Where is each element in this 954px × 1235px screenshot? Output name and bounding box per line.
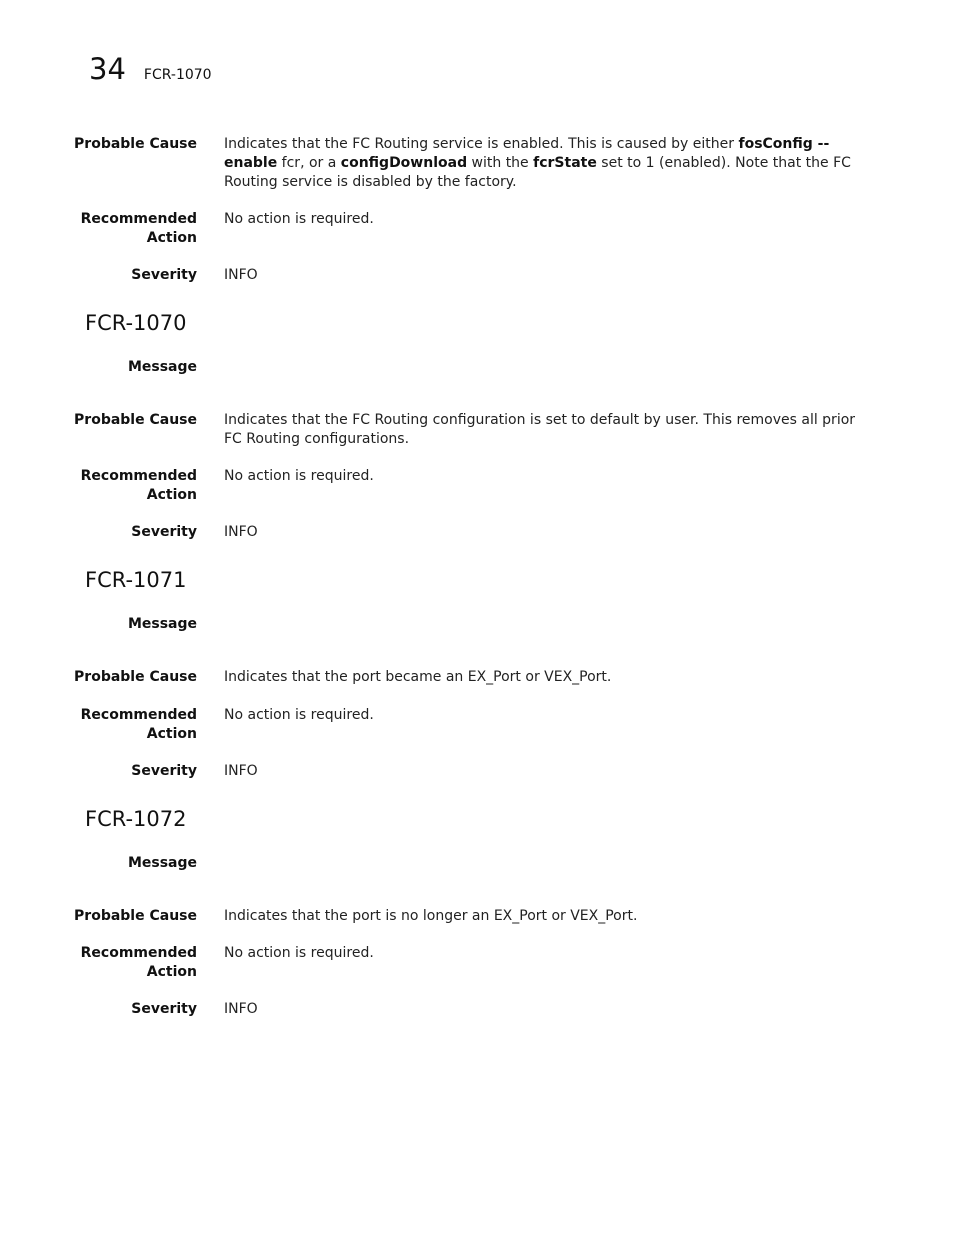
command-keyword: fcrState [533,155,597,171]
recommended-action-text: No action is required. [224,211,374,227]
probable-cause-fragment: set to 1 (enabled). Note that the FC Routing service is disabled by the factory. [224,155,851,190]
severity-label: Severity [131,524,197,540]
recommended-action-text: No action is required. [224,945,374,961]
severity-value: INFO [224,763,258,779]
probable-cause-label: Probable Cause [74,908,197,924]
command-keyword: fosConfig --enable [224,136,830,171]
section-title: FCR-1072 [85,807,187,831]
recommended-action-label: Recommended Action [80,211,197,246]
section-title: FCR-1070 [85,311,187,335]
message-label: Message [127,359,197,375]
probable-cause-label: Probable Cause [74,412,197,428]
probable-cause-label: Probable Cause [74,136,197,152]
recommended-action-label: Recommended Action [80,707,197,742]
severity-label: Severity [131,1001,197,1017]
severity-value: INFO [224,524,258,540]
page-header [89,52,212,92]
severity-label: Severity [131,267,197,283]
probable-cause-fragment: fcr, or a [277,155,341,171]
recommended-action-label: Recommended Action [80,468,197,503]
probable-cause-label: Probable Cause [74,669,197,685]
probable-cause-fragment: with the [467,155,534,171]
recommended-action-label: Recommended Action [80,945,197,980]
severity-label: Severity [131,763,197,779]
message-label: Message [127,855,197,871]
recommended-action-text: No action is required. [224,468,374,484]
severity-value: INFO [224,267,258,283]
section-title: FCR-1071 [85,568,187,592]
probable-cause-text: Indicates that the port is no longer an EX_Port or VEX_Port. [224,908,638,924]
command-keyword: configDownload [340,155,468,171]
probable-cause-text [224,135,874,192]
severity-value: INFO [224,1001,258,1017]
probable-cause-fragment: Indicates that the FC Routing service is enabled. This is caused by either [224,136,739,152]
message-label: Message [127,616,197,632]
recommended-action-text: No action is required. [224,707,374,723]
probable-cause-text: Indicates that the FC Routing configuration is set to default by user. This removes all prior FC Routing configurations. [224,412,856,447]
chapter-number: 34 [89,52,126,86]
probable-cause-text: Indicates that the port became an EX_Port or VEX_Port. [224,669,612,685]
running-title: FCR-1070 [143,67,212,83]
